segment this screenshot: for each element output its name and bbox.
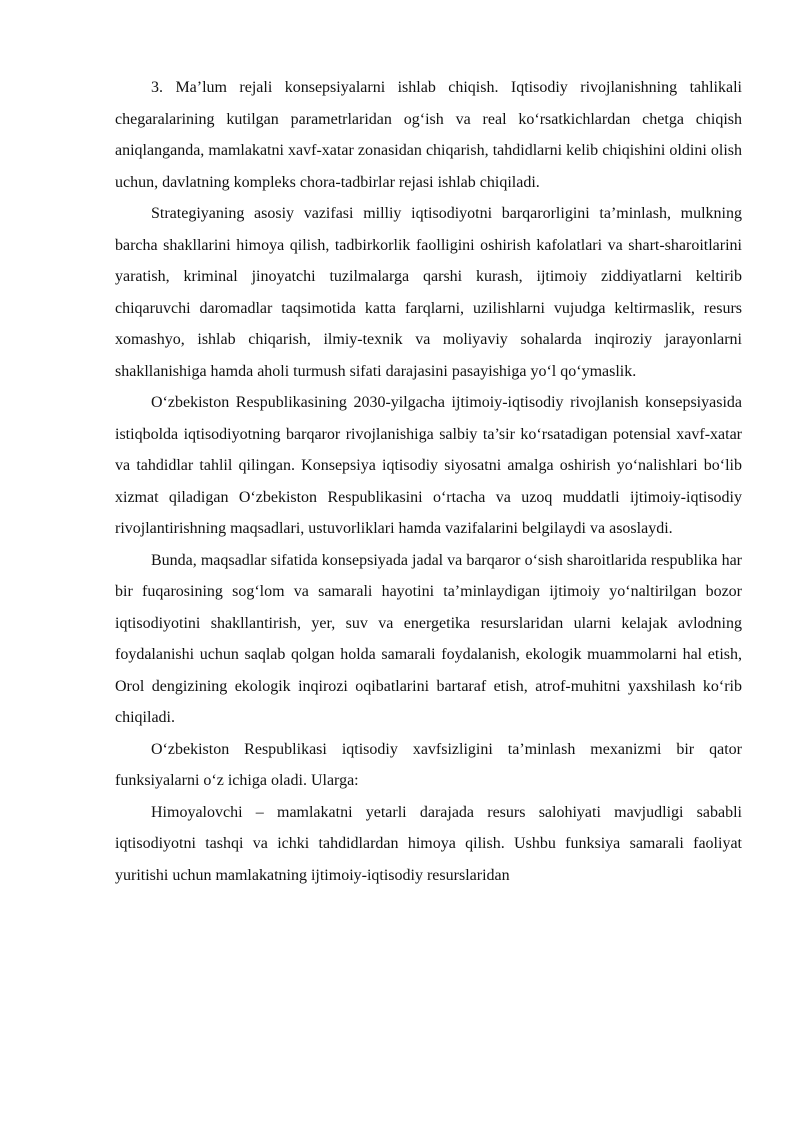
- paragraph-protective: Himoyalovchi – mamlakatni yetarli darajada resurs salohiyati mavjudligi sababli iqtisodiyotni tashqi va ichki tahdidlardan himoya qilish. Ushbu funksiya samarali faoliyat yuritishi uchun mamlakatning ijtimoiy-iqtisodiy resurslaridan: [115, 803, 742, 884]
- paragraph-concept-2030: O‘zbekiston Respublikasining 2030-yilgacha ijtimoiy-iqtisodiy rivojlanish konsepsiyasida istiqbolda iqtisodiyotning barqaror rivojlanishiga salbiy ta’sir ko‘rsatadigan potensial xavf-xatar va tahdidlar tahlil qilingan. Konsepsiya iqtisodiy siyosatni amalga oshirish yo‘nalishlari bo‘lib xizmat qiladigan O‘zbekiston Respublikasini o‘rtacha va uzoq muddatli ijtimoiy-iqtisodiy rivojlantirishning maqsadlari, ustuvorliklari hamda vazifalarini belgilaydi va asoslaydi.: [115, 394, 742, 537]
- document-page: [115, 72, 742, 891]
- paragraph-goals: Bunda, maqsadlar sifatida konsepsiyada jadal va barqaror o‘sish sharoitlarida respublika har bir fuqarosining sog‘lom va samarali hayotini ta’minlaydigan ijtimoiy yo‘naltirilgan bozor iqtisodiyotini shakllantirish, yer, suv va energetika resurslaridan ularni kelajak avlodning foydalanishi uchun saqlab qolgan holda samarali foydalanish, ekologik muammolarni hal etish, Orol dengizining ekologik inqirozi oqibatlarini bartaraf etish, atrof-muhitni yaxshilash ko‘rib chiqiladi.: [115, 551, 742, 726]
- paragraph-mechanism: O‘zbekiston Respublikasi iqtisodiy xavfsizligini ta’minlash mexanizmi bir qator funksiyalarni o‘z ichiga oladi. Ularga:: [115, 740, 742, 789]
- paragraph-strategy: Strategiyaning asosiy vazifasi milliy iqtisodiyotni barqarorligini ta’minlash, mulkning barcha shakllarini himoya qilish, tadbirkorlik faolligini oshirish kafolatlari va shart-sharoitlarini yaratish, kriminal jinoyatchi tuzilmalarga qarshi kurash, ijtimoiy ziddiyatlarni keltirib chiqaruvchi daromadlar taqsimotida katta farqlarni, uzilishlarni vujudga keltirmaslik, resurs xomashyo, ishlab chiqarish, ilmiy-texnik va moliyaviy sohalarda inqiroziy jarayonlarni shakllanishiga hamda aholi turmush sifati darajasini pasayishiga yo‘l qo‘ymaslik.: [115, 205, 742, 380]
- paragraph-concepts: 3. Ma’lum rejali konsepsiyalarni ishlab chiqish. Iqtisodiy rivojlanishning tahlikali chegaralarining kutilgan parametrlaridan og‘ish va real ko‘rsatkichlardan chetga chiqish aniqlanganda, mamlakatni xavf-xatar zonasidan chiqarish, tahdidlarni kelib chiqishini oldini olish uchun, davlatning kompleks chora-tadbirlar rejasi ishlab chiqiladi.: [115, 79, 742, 191]
